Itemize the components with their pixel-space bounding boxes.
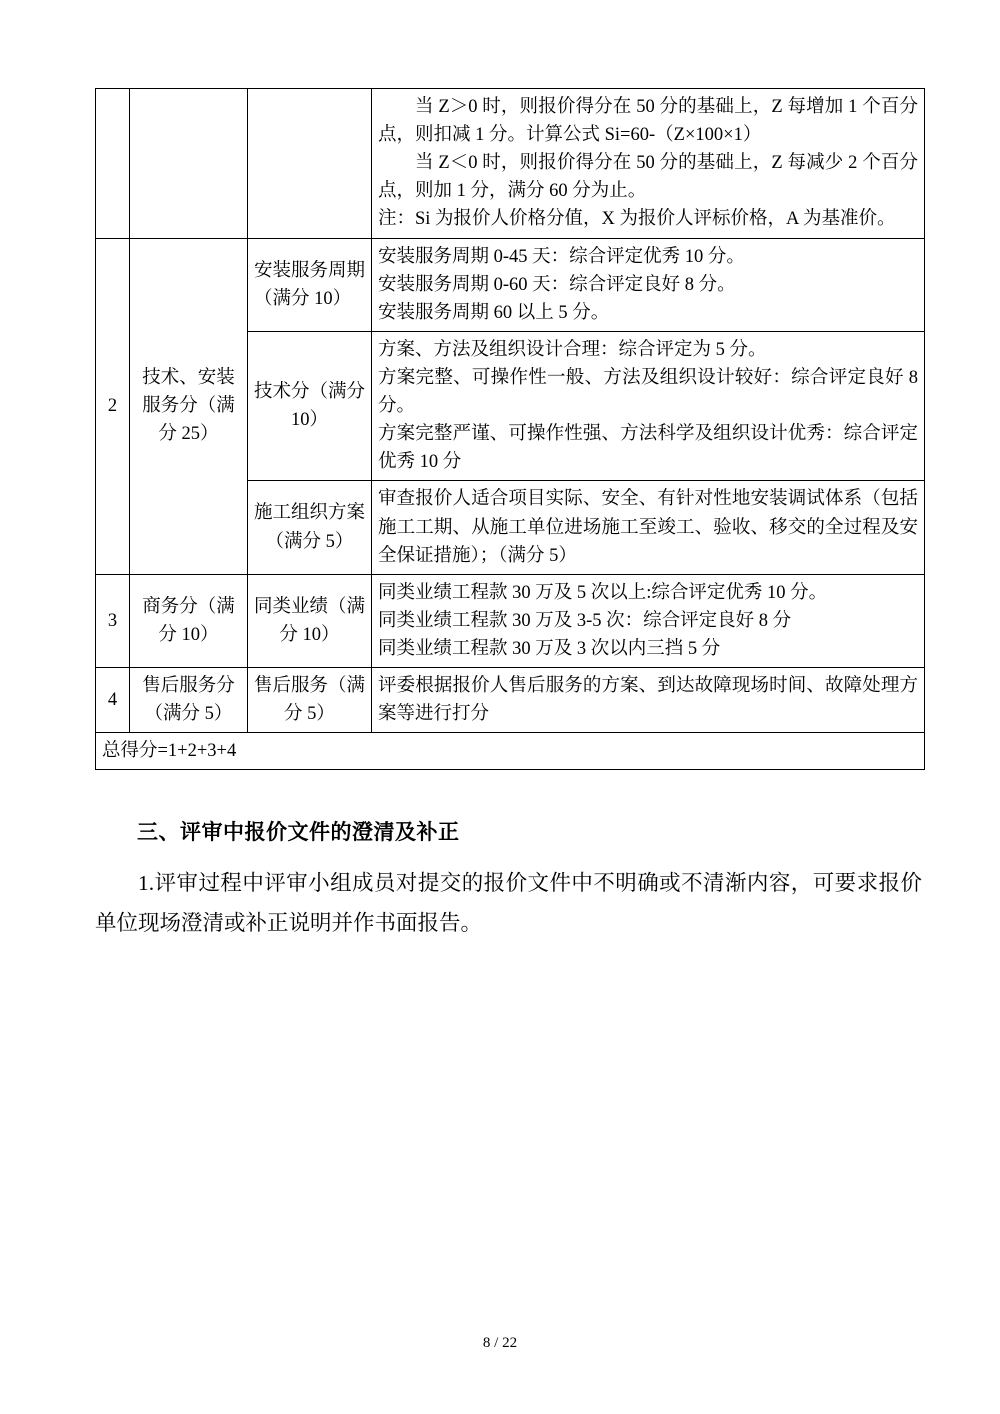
row-description-cell bbox=[372, 668, 925, 733]
table-row bbox=[96, 238, 925, 331]
description-line: 同类业绩工程款 30 万及 3-5 次：综合评定良好 8 分 bbox=[378, 610, 792, 631]
table-row bbox=[96, 668, 925, 733]
row-description-cell bbox=[372, 574, 925, 667]
description-line: 评委根据报价人售后服务的方案、到达故障现场时间、故障处理方案等进行打分 bbox=[378, 676, 918, 725]
row-number-cell: 2 bbox=[96, 238, 130, 574]
total-score-formula: 总得分=1+2+3+4 bbox=[96, 733, 925, 770]
row-category-cell bbox=[130, 89, 248, 239]
description-line: 当 Z＞0 时，则报价得分在 50 分的基础上，Z 每增加 1 个百分点，则扣减 1 分。计算公式 Si=60-（Z×100×1） bbox=[378, 97, 918, 146]
row-subitem-cell: 售后服务（满分 5） bbox=[248, 668, 372, 733]
row-subitem-cell: 技术分（满分 10） bbox=[248, 331, 372, 481]
page-number: 8 / 22 bbox=[482, 1335, 518, 1351]
table-total-row bbox=[96, 733, 925, 770]
row-category-cell: 售后服务分（满分 5） bbox=[130, 668, 248, 733]
row-description-cell bbox=[372, 481, 925, 574]
row-description-cell bbox=[372, 331, 925, 481]
table-row bbox=[96, 574, 925, 667]
section-heading: 三、评审中报价文件的澄清及补正 bbox=[137, 821, 460, 845]
row-number-cell: 4 bbox=[96, 668, 130, 733]
row-number-cell: 3 bbox=[96, 574, 130, 667]
description-line: 注：Si 为报价人价格分值，X 为报价人评标价格，A 为基准价。 bbox=[378, 209, 896, 230]
row-subitem-cell bbox=[248, 89, 372, 239]
description-line: 方案完整、可操作性一般、方法及组织设计较好：综合评定良好 8 分。 bbox=[378, 367, 918, 417]
row-category-cell: 技术、安装服务分（满分 25） bbox=[130, 238, 248, 574]
description-line: 方案完整严谨、可操作性强、方法科学及组织设计优秀：综合评定优秀 10 分 bbox=[378, 424, 918, 473]
description-line: 同类业绩工程款 30 万及 3 次以内三挡 5 分 bbox=[378, 638, 721, 659]
description-line: 安装服务周期 0-60 天：综合评定良好 8 分。 bbox=[378, 274, 736, 295]
description-line: 方案、方法及组织设计合理：综合评定为 5 分。 bbox=[378, 339, 767, 360]
row-subitem-cell: 施工组织方案（满分 5） bbox=[248, 481, 372, 574]
table-row bbox=[96, 89, 925, 239]
description-line: 同类业绩工程款 30 万及 5 次以上:综合评定优秀 10 分。 bbox=[378, 582, 828, 603]
row-description-cell bbox=[372, 238, 925, 331]
row-subitem-cell: 同类业绩（满分 10） bbox=[248, 574, 372, 667]
body-paragraph: 1.评审过程中评审小组成员对提交的报价文件中不明确或不清渐内容，可要求报价单位现场澄清或补正说明并作书面报告。 bbox=[95, 871, 922, 936]
row-subitem-cell: 安装服务周期 （满分 10） bbox=[248, 238, 372, 331]
description-line: 安装服务周期 0-45 天：综合评定优秀 10 分。 bbox=[378, 246, 745, 267]
description-line: 安装服务周期 60 以上 5 分。 bbox=[378, 302, 610, 323]
row-category-cell: 商务分（满分 10） bbox=[130, 574, 248, 667]
description-line: 当 Z＜0 时，则报价得分在 50 分的基础上，Z 每减少 2 个百分点，则加 1 分，满分 60 分为止。 bbox=[378, 153, 918, 202]
scoring-criteria-table bbox=[95, 88, 925, 770]
row-description-cell bbox=[372, 89, 925, 239]
row-number-cell bbox=[96, 89, 130, 239]
description-line: 审查报价人适合项目实际、安全、有针对性地安装调试体系（包括施工工期、从施工单位进场施工至竣工、验收、移交的全过程及安全保证措施）；（满分 5） bbox=[378, 489, 918, 566]
